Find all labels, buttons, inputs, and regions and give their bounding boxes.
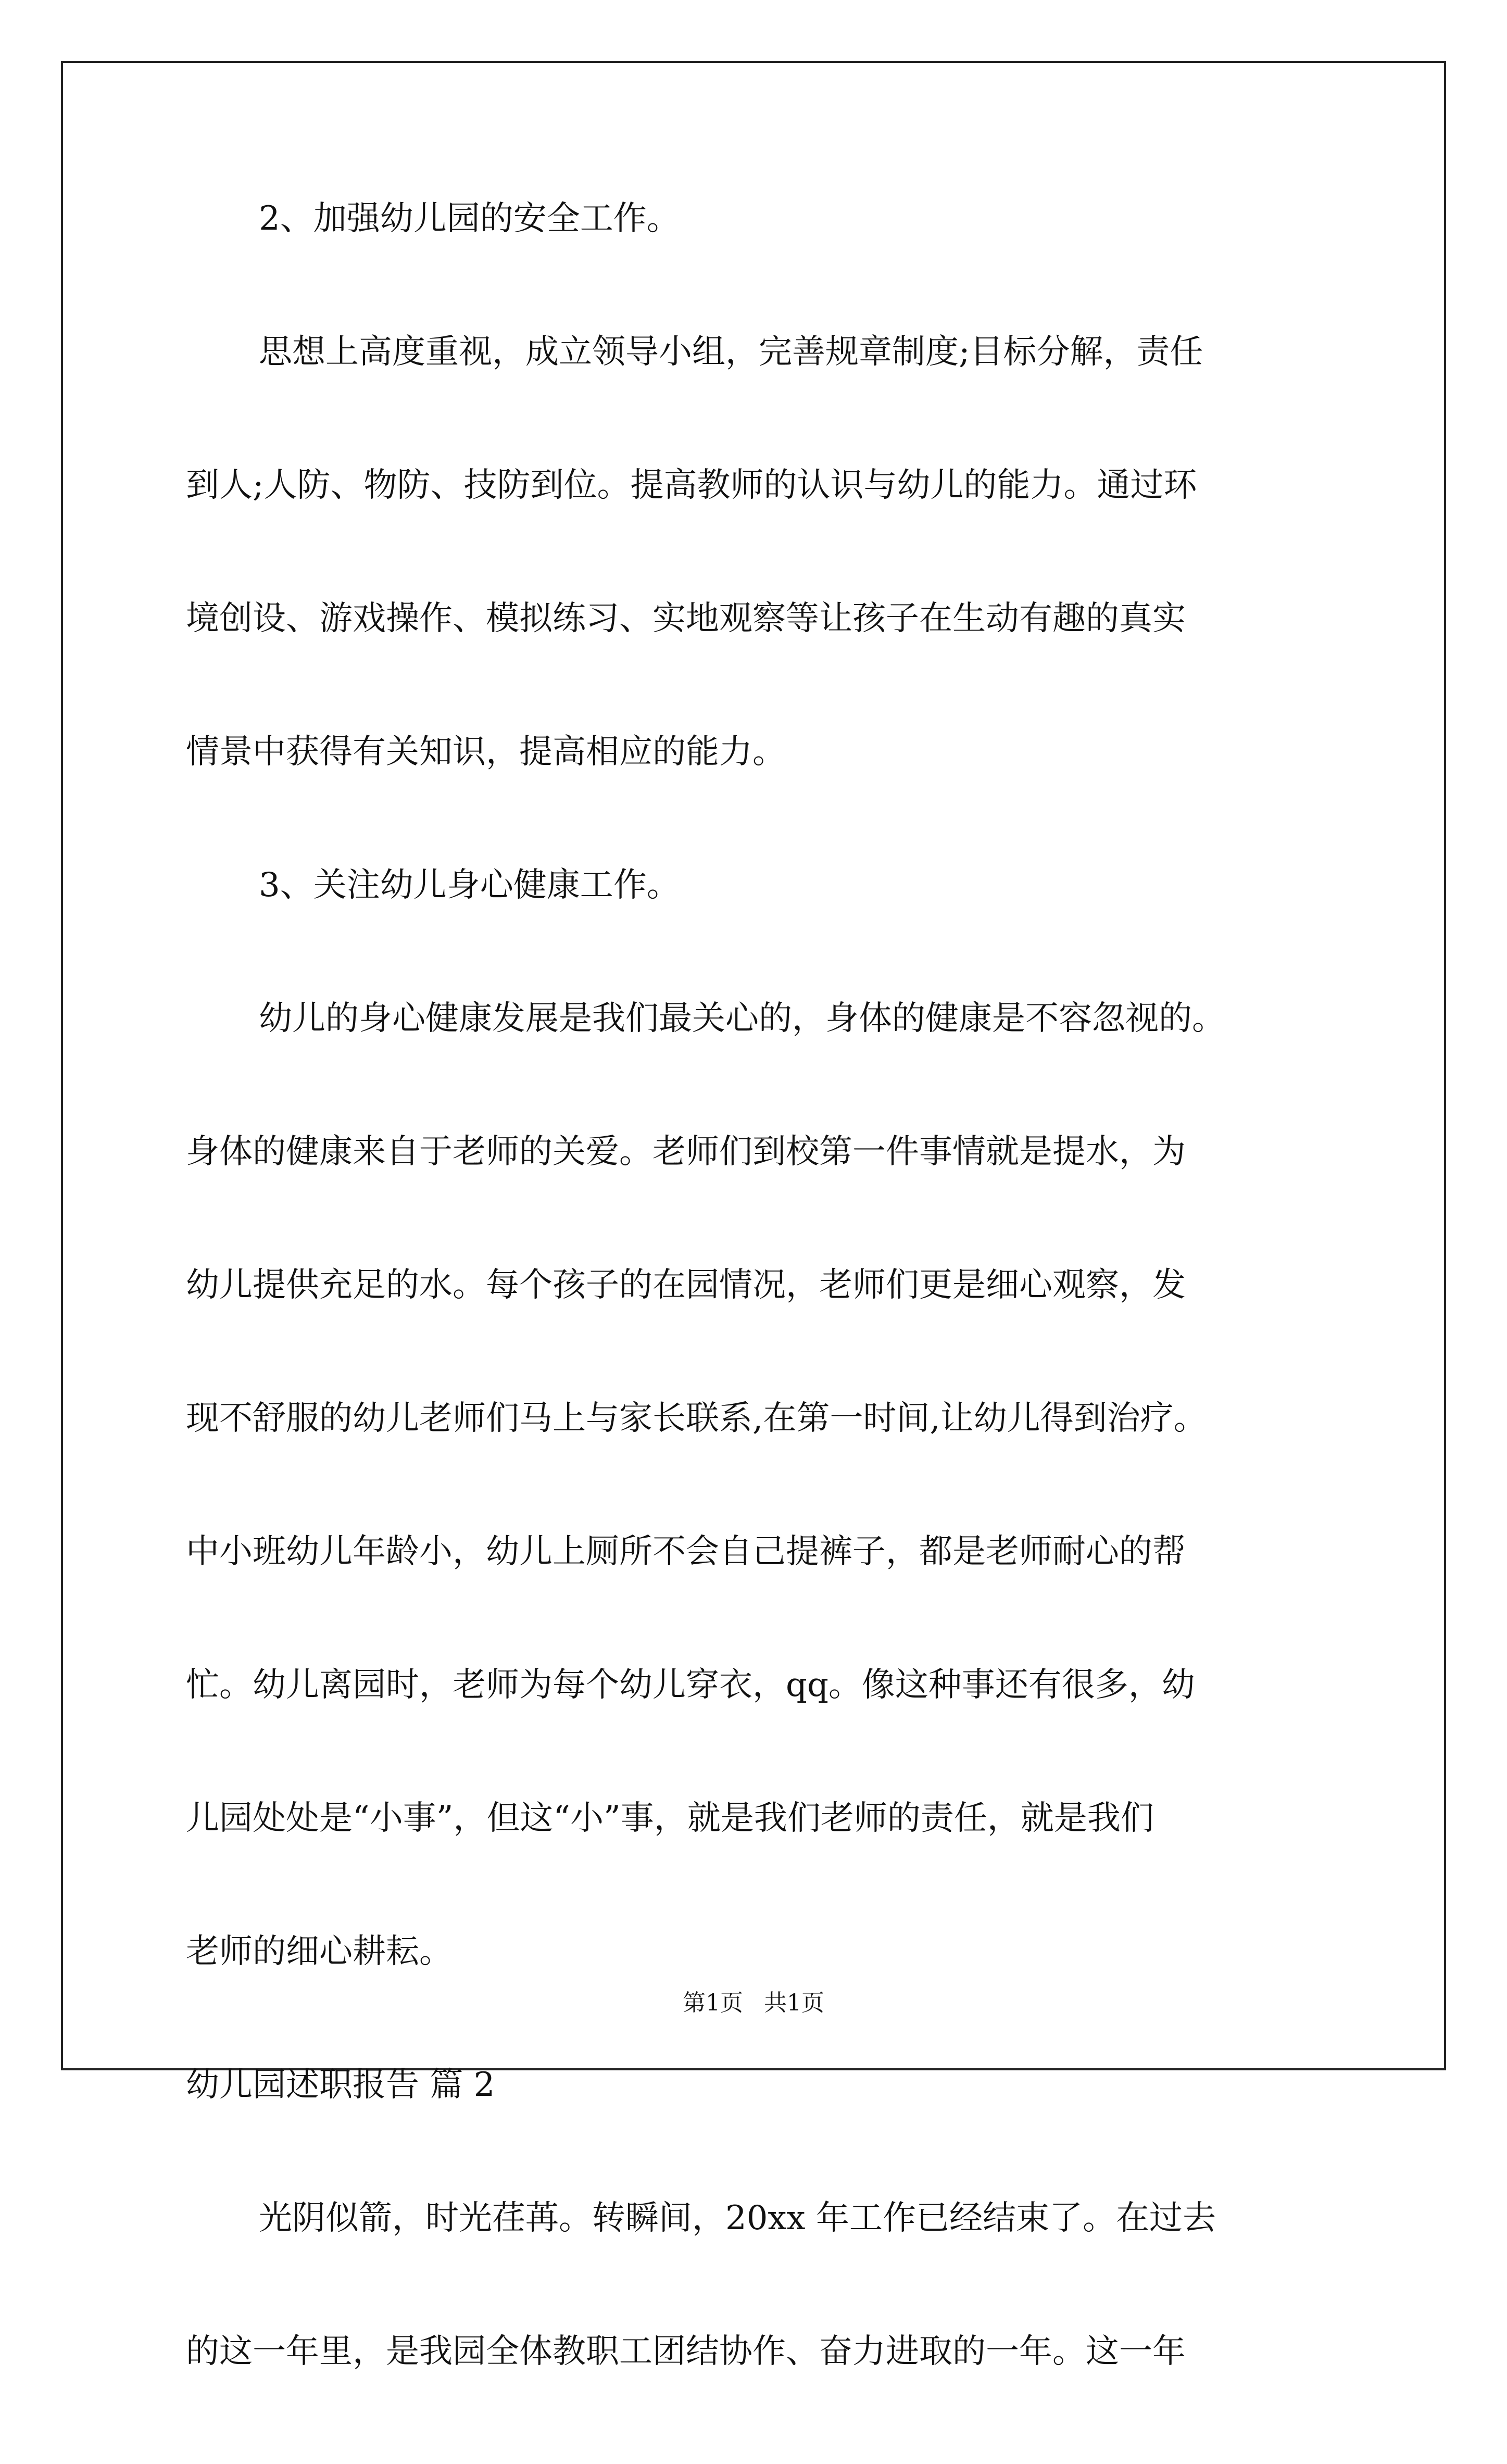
text-line: 现不舒服的幼儿老师们马上与家长联系,在第一时间,让幼儿得到治疗。 xyxy=(186,1399,1207,1438)
text-line: 境创设、游戏操作、模拟练习、实地观察等让孩子在生动有趣的真实 xyxy=(186,599,1186,638)
text-line: 身体的健康来自于老师的关爱。老师们到校第一件事情就是提水，为 xyxy=(186,1133,1186,1171)
text-line: 3、关注幼儿身心健康工作。 xyxy=(259,866,680,904)
text-line: 中小班幼儿年龄小，幼儿上厕所不会自己提裤子，都是老师耐心的帮 xyxy=(186,1532,1186,1571)
text-line: 老师的细心耕耘。 xyxy=(186,1932,453,1971)
document-body xyxy=(186,198,1332,2464)
section-heading: 幼儿园述职报告 篇 2 xyxy=(186,2066,495,2104)
text-line: 幼儿的身心健康发展是我们最关心的，身体的健康是不容忽视的。 xyxy=(259,999,1225,1038)
text-line: 幼儿提供充足的水。每个孩子的在园情况，老师们更是细心观察，发 xyxy=(186,1266,1186,1304)
text-line: 儿园处处是“小事”，但这“小”事，就是我们老师的责任，就是我们 xyxy=(186,1799,1154,1838)
text-line: 2、加强幼儿园的安全工作。 xyxy=(259,199,680,238)
text-line: 情景中获得有关知识，提高相应的能力。 xyxy=(186,733,786,771)
page-total: 共1页 xyxy=(764,1990,824,2016)
page-number: 第1页 xyxy=(683,1990,743,2016)
text-line: 到人;人防、物防、技防到位。提高教师的认识与幼儿的能力。通过环 xyxy=(186,466,1197,505)
text-line: 的这一年里，是我园全体教职工团结协作、奋力进取的一年。这一年 xyxy=(186,2332,1186,2371)
text-line: 忙。幼儿离园时，老师为每个幼儿穿衣，qq。像这种事还有很多，幼 xyxy=(186,1666,1195,1704)
text-line: 思想上高度重视，成立领导小组，完善规章制度;目标分解，责任 xyxy=(259,333,1203,371)
text-line: 光阴似箭，时光荏苒。转瞬间，20xx 年工作已经结束了。在过去 xyxy=(259,2199,1216,2237)
page-footer xyxy=(0,1984,1507,2017)
